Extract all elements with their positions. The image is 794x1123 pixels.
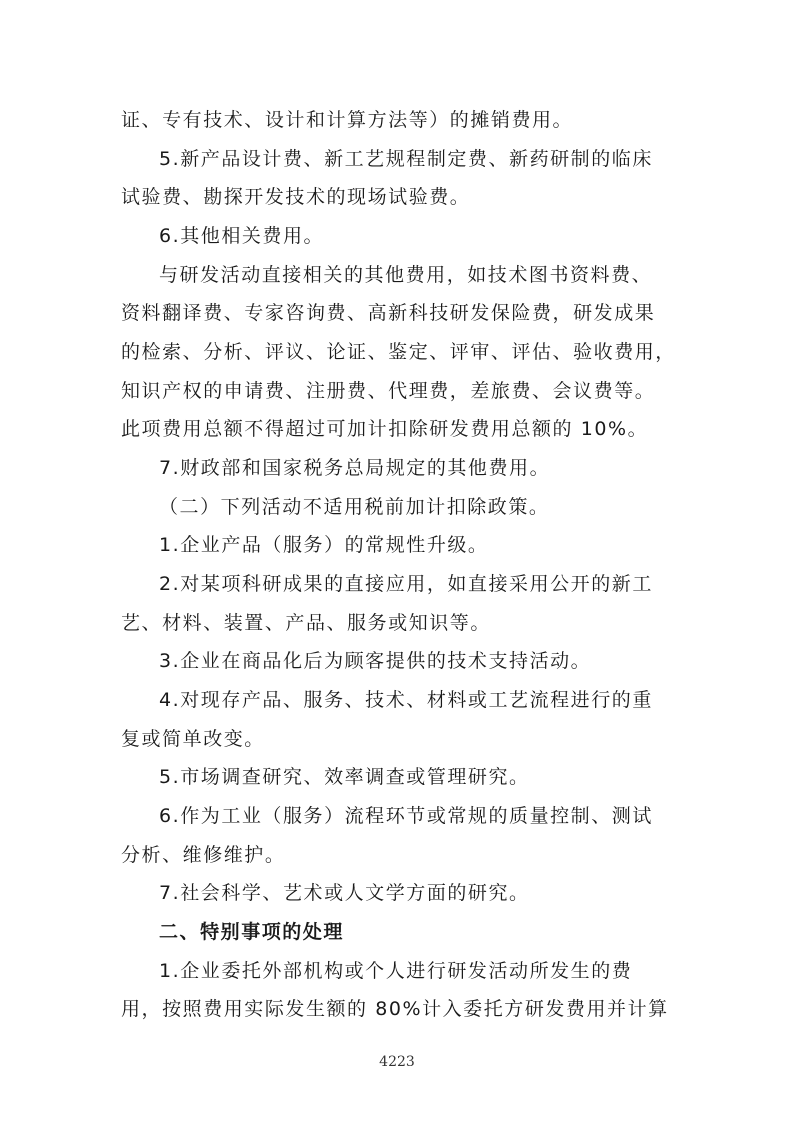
page-number: 4223 (379, 1054, 415, 1070)
text-line: 2.对某项科研成果的直接应用，如直接采用公开的新工 (159, 573, 653, 595)
text-line: 4.对现存产品、服务、技术、材料或工艺流程进行的重 (159, 689, 653, 711)
section-subheading: （二）下列活动不适用税前加计扣除政策。 (159, 496, 550, 518)
text-line: 与研发活动直接相关的其他费用，如技术图书资料费、 (159, 264, 653, 286)
section-heading: 二、特别事项的处理 (159, 921, 344, 943)
text-line: 1.企业产品（服务）的常规性升级。 (159, 534, 489, 556)
text-line: 7.社会科学、艺术或人文学方面的研究。 (159, 882, 530, 904)
text-line: 知识产权的申请费、注册费、代理费，差旅费、会议费等。 (121, 380, 656, 402)
text-line: 复或简单改变。 (121, 728, 265, 750)
text-line: 的检索、分析、评议、论证、鉴定、评审、评估、验收费用， (121, 341, 676, 363)
text-line: 6.其他相关费用。 (159, 225, 325, 247)
text-line: 6.作为工业（服务）流程环节或常规的质量控制、测试 (159, 805, 653, 827)
text-line: 5.市场调查研究、效率调查或管理研究。 (159, 766, 530, 788)
text-line: 艺、材料、装置、产品、服务或知识等。 (121, 612, 491, 634)
text-line: 分析、维修维护。 (121, 844, 286, 866)
text-line: 5.新产品设计费、新工艺规程制定费、新药研制的临床 (159, 148, 653, 170)
text-line: 7.财政部和国家税务总局规定的其他费用。 (159, 457, 551, 479)
text-line: 资料翻译费、专家咨询费、高新科技研发保险费，研发成果 (121, 302, 656, 324)
text-line: 3.企业在商品化后为顾客提供的技术支持活动。 (159, 650, 592, 672)
text-line: 此项费用总额不得超过可加计扣除研发费用总额的 10%。 (121, 418, 649, 440)
text-line: 1.企业委托外部机构或个人进行研发活动所发生的费 (159, 960, 633, 982)
text-line: 试验费、勘探开发技术的现场试验费。 (121, 186, 471, 208)
text-line: 证、专有技术、设计和计算方法等）的摊销费用。 (121, 109, 574, 131)
text-line: 用，按照费用实际发生额的 80%计入委托方研发费用并计算 (121, 998, 669, 1020)
